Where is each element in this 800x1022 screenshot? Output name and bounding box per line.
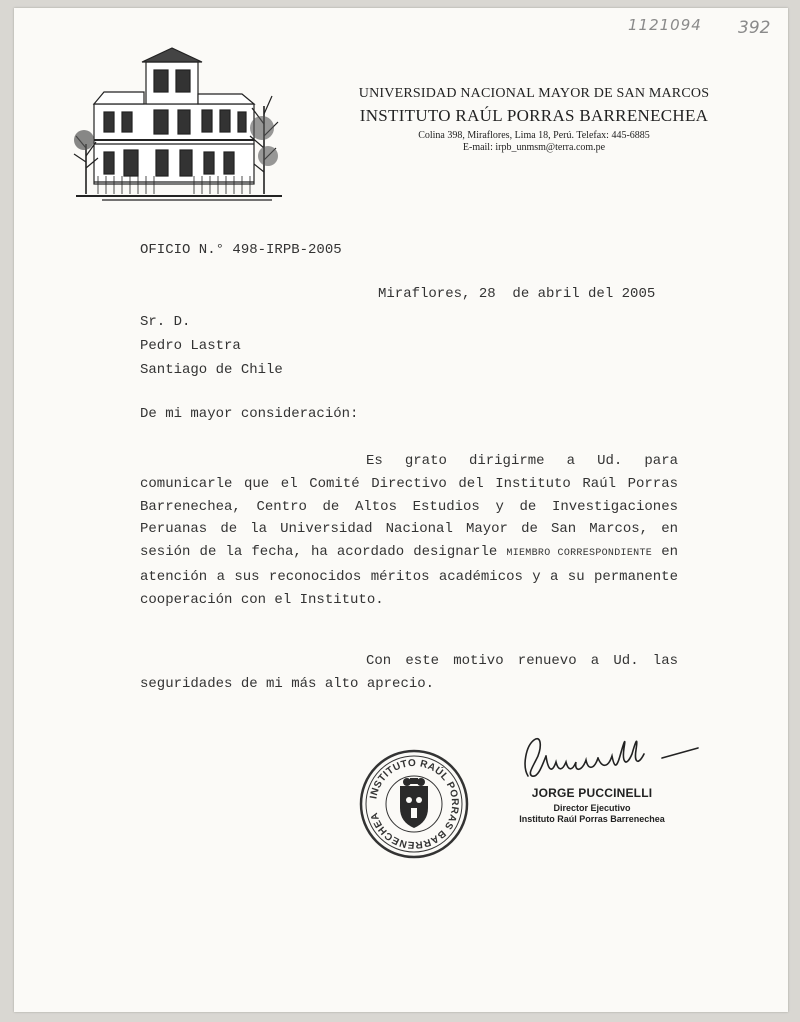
- handwritten-signature: [512, 726, 712, 788]
- institute-seal: [358, 748, 470, 860]
- salutation: De mi mayor consideración:: [140, 406, 359, 422]
- signer-block: [492, 786, 692, 824]
- letterhead-email: E-mail: irpb_unmsm@terra.com.pe: [462, 142, 606, 153]
- body-text-before: Es grato dirigirme a Ud. para comunicarle que el Comité Directivo del Instituto Raúl Porras Barrenechea, Centro de Altos Estudios y de Investigaciones Peruanas de la Universidad Nacional Mayor de San Marcos, en sesión de la fecha, ha acordado designarle: [140, 453, 678, 561]
- recipient-line-2: Pedro Lastra: [140, 338, 241, 354]
- signer-institution: Instituto Raúl Porras Barrenechea: [519, 814, 665, 824]
- body-text-after: en atención a sus reconocidos méritos académicos y a su permanente cooperación con el Instituto.: [140, 544, 678, 608]
- letterhead-university: UNIVERSIDAD NACIONAL MAYOR DE SAN MARCOS: [358, 86, 710, 101]
- closing-paragraph: Con este motivo renuevo a Ud. las seguridades de mi más alto aprecio.: [140, 653, 678, 692]
- seal-text: INSTITUTO RAÚL PORRAS BARRENECHEA: [368, 757, 461, 851]
- archive-number: 1121094: [628, 16, 702, 34]
- signer-name: JORGE PUCCINELLI: [531, 786, 653, 800]
- signer-title: Director Ejecutivo: [553, 803, 631, 813]
- body-paragraph: [140, 450, 678, 612]
- letterhead-address: Colina 398, Miraflores, Lima 18, Perú. Telefax: 445-6885: [418, 130, 650, 141]
- folio-number: 392: [738, 18, 771, 38]
- letterhead: [344, 86, 724, 153]
- letterhead-institute: INSTITUTO RAÚL PORRAS BARRENECHEA: [359, 106, 709, 125]
- recipient-line-3: Santiago de Chile: [140, 362, 283, 378]
- recipient-line-1: Sr. D.: [140, 314, 191, 330]
- body-title-emphasis: MIEMBRO CORRESPONDIENTE: [506, 548, 653, 560]
- letter-date: Miraflores, 28 de abril del 2005: [378, 286, 656, 302]
- institute-building-logo: [72, 44, 286, 206]
- letter-reference: OFICIO N.° 498-IRPB-2005: [140, 242, 342, 258]
- letter-page: [14, 8, 788, 1012]
